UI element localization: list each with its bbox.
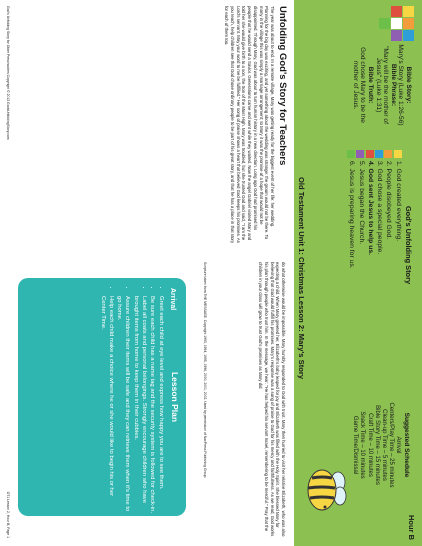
- devotional-text: do what otherwise would be impossible. Mary humbly responded to God with trust. Mary then hurried to visit her relative Elizabeth, who was also expecting a child. When Mary greeted her, Elizabeth's baby leaped for joy and Elizabeth was filled with the Holy Spirit. She blessed Mary for believing that God would fulfill his promises. Mary's response was a song of praise to God for his mercy and faithfulness. As we read, God works his plan through people who trust him. In the message, we hear: "He has helped his servant Israel, remembering to be merciful." Pray that the children in your class will grow to trust God's promises as Mary did.: [258, 262, 286, 537]
- step-color-square: [347, 150, 355, 158]
- story-step-current: [366, 150, 374, 340]
- schedule-item: Arrival: [394, 436, 401, 454]
- bible-phrase-text: "Mary will be the mother of Jesus" (Luke 1:31): [374, 46, 390, 124]
- lesson-plan-box: [18, 278, 186, 516]
- unfolding-story-steps: [346, 150, 412, 340]
- copyright-footer: God's Unfolding Story for Older Preschoolers Copyright © 2013 GodsUnfoldingStory.com: [6, 6, 10, 140]
- story-step: [375, 150, 383, 340]
- step-label: 2. People disobeyed God.: [385, 161, 393, 240]
- step-label: 1. God created everything.: [394, 161, 402, 242]
- schedule-item: Clean-up Time – 5 minutes: [380, 409, 387, 481]
- schedule-item: Craft Time – 10 minutes: [366, 413, 373, 477]
- logo-square-blue: [403, 30, 414, 41]
- step-label: 5. Jesus began the Church.: [357, 161, 365, 245]
- logo-square-yellow: [403, 6, 414, 17]
- logo-square-red: [391, 6, 402, 17]
- header-panel: [294, 0, 422, 546]
- schedule-title: Suggested Schedule: [403, 412, 410, 478]
- list-item: • Greet each child at eye level and express how happy you are to see them.: [156, 296, 164, 514]
- lesson-plan-list: [97, 288, 164, 514]
- step-label: 4. God sent Jesus to help us.: [366, 161, 374, 256]
- hour-label: Hour B: [407, 515, 416, 540]
- list-item: • Help each child make a choice where he or she would like to begin his or her Center Time.: [98, 296, 113, 514]
- list-item: • Assure children their items will be safe and they can retrieve them when it's time to go home.: [115, 296, 130, 514]
- logo-square-green: [379, 18, 390, 29]
- story-step: [356, 150, 364, 340]
- logo-square-white: [391, 18, 402, 29]
- schedule-item: Game Time/Dismissal: [352, 415, 359, 475]
- step-color-square: [366, 150, 374, 158]
- page-number-footer: OT1 Lesson 2, Hour B, Page 1: [6, 491, 10, 538]
- step-color-square: [356, 150, 364, 158]
- schedule-item: Centers/Play Time – 25 minutes: [387, 402, 394, 488]
- list-item: • Label all coats and personal belongings. Strongly encourage children who have brought items from home to keep them in their cubbies.: [131, 296, 146, 514]
- bible-truth-text: God chose Mary to be the mother of Jesus.: [351, 47, 367, 123]
- arrival-heading: Arrival: [169, 288, 176, 311]
- gods-unfolding-story-logo: [380, 6, 414, 42]
- suggested-schedule: [351, 396, 410, 494]
- story-step: [347, 150, 355, 340]
- teachers-section-title: Unfolding God's Story for Teachers: [277, 6, 288, 166]
- step-color-square: [394, 150, 402, 158]
- scripture-footnote: Scripture taken from THE MESSAGE. Copyright 1993, 1994, 1995, 1996, 2000, 2001, 2002. Used by permission of NavPress Publishing Group.: [203, 262, 207, 479]
- bible-story-info: [351, 44, 412, 126]
- step-label: 3. God chose a special people.: [376, 161, 384, 255]
- step-color-square: [384, 150, 392, 158]
- bible-story-label: Bible Story:: [405, 66, 412, 104]
- bible-story-text: Mary's Story (Luke 1:26-56): [397, 44, 405, 126]
- lesson-title: Old Testament Unit 1: Christmas Lesson 2: Mary's Story: [297, 176, 306, 380]
- unfolding-story-title: God's Unfolding Story: [404, 205, 413, 285]
- schedule-item: Snack Time – 10 minutes: [359, 411, 366, 479]
- step-color-square: [375, 150, 383, 158]
- logo-square-orange: [403, 18, 414, 29]
- lesson-plan-title: Lesson Plan: [170, 371, 180, 423]
- bible-truth-label: Bible Truth:: [367, 66, 375, 104]
- logo-square-purple: [391, 30, 402, 41]
- bible-phrase-label: Bible Phrase:: [389, 63, 397, 107]
- list-item: • Be sure each child has a name tag and the security system is followed for check-in.: [148, 296, 156, 514]
- story-step: [393, 150, 401, 340]
- teachers-section-text: The year was about to end. In a remote village, Mary was getting ready for the biggest event of her life: her wedding. Planning for the big day was exciting, and yet something about the wedding was strange: the groom would not be there. To many in the village this was simply a marriage arrangement; to Mary it was the promise of a hope that would not be disappointed. Through Mary, God was about to turn human history in a new direction. Long ago God had promised his people that he would send a Savior. Generations came and went while they waited. Now the angel Gabriel visited Mary and told her she would give birth to a son, the Son of the Most High. Mary was troubled, but she trusted God and said, "I am the Lord's servant. May your word to me be fulfilled." Her song of praise shows a heart that believed God keeps his promises. As you teach, help children see that God chose ordinary people to be part of his great story, and that he has a place in that story for each of them too.: [224, 6, 275, 244]
- step-label: 6. Jesus is preparing heaven for us.: [348, 161, 356, 269]
- schedule-item: Bible Story Time – 15 minutes: [373, 405, 380, 485]
- story-step: [384, 150, 392, 340]
- bee-illustration: [302, 460, 352, 520]
